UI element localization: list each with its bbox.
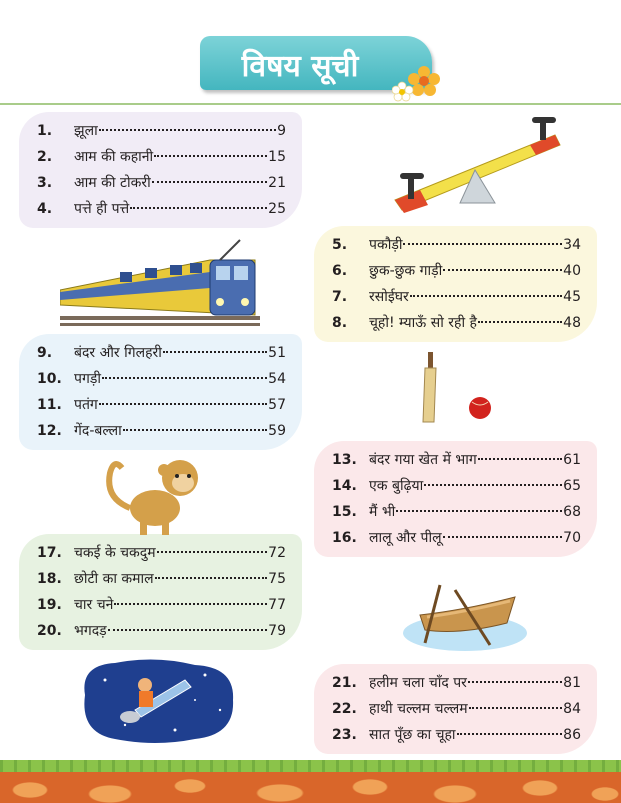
- entry-number: 7.: [332, 289, 348, 305]
- toc-entry[interactable]: [332, 310, 581, 336]
- entry-number: 18.: [37, 571, 62, 587]
- leader-dots: [130, 207, 267, 209]
- entry-number: 15.: [332, 504, 357, 520]
- entry-number: 17.: [37, 545, 62, 561]
- entry-number: 11.: [37, 397, 62, 413]
- entry-title: बंदर गया खेत में भाग: [369, 452, 477, 468]
- entry-title: हलीम चला चाँद पर: [369, 675, 467, 691]
- toc-entry[interactable]: [37, 618, 286, 644]
- toc-entry[interactable]: [332, 670, 581, 696]
- entry-page: 77: [268, 597, 286, 613]
- toc-entry[interactable]: [37, 366, 286, 392]
- entry-number: 1.: [37, 123, 53, 139]
- entry-title: पगड़ी: [74, 371, 101, 387]
- entry-number: 2.: [37, 149, 53, 165]
- entry-page: 51: [268, 345, 286, 361]
- entry-number: 10.: [37, 371, 62, 387]
- entry-number: 13.: [332, 452, 357, 468]
- page-title: विषय सूची: [241, 49, 359, 84]
- toc-block-4: [332, 447, 581, 551]
- toc-entry[interactable]: [332, 722, 581, 748]
- leader-dots: [152, 181, 267, 183]
- entry-page: 72: [268, 545, 286, 561]
- toc-entry[interactable]: [37, 144, 286, 170]
- leader-dots: [154, 155, 267, 157]
- toc-entry[interactable]: [332, 525, 581, 551]
- entry-page: 57: [268, 397, 286, 413]
- entry-title: रसोईघर: [369, 289, 409, 305]
- entry-page: 40: [563, 263, 581, 279]
- entry-title: झूला: [74, 123, 98, 139]
- entry-title: सात पूँछ का चूहा: [369, 727, 456, 743]
- entry-number: 23.: [332, 727, 357, 743]
- entry-page: 45: [563, 289, 581, 305]
- leader-dots: [114, 603, 267, 605]
- toc-block-5: [37, 540, 286, 644]
- entry-page: 61: [563, 452, 581, 468]
- toc-block-2: [332, 232, 581, 336]
- leader-dots: [478, 321, 562, 323]
- entry-page: 79: [268, 623, 286, 639]
- entry-page: 65: [563, 478, 581, 494]
- leader-dots: [108, 629, 268, 631]
- boat-icon: [395, 575, 535, 655]
- entry-number: 19.: [37, 597, 62, 613]
- entry-page: 15: [268, 149, 286, 165]
- entry-title: मैं भी: [369, 504, 396, 520]
- entry-title: चूहो! म्याऊँ सो रही है: [369, 315, 477, 331]
- leader-dots: [469, 707, 563, 709]
- entry-number: 6.: [332, 263, 348, 279]
- leader-dots: [99, 403, 267, 405]
- toc-entry[interactable]: [37, 340, 286, 366]
- toc-entry[interactable]: [332, 473, 581, 499]
- entry-title: हाथी चल्लम चल्लम: [369, 701, 468, 717]
- seesaw-icon: [380, 115, 580, 225]
- leader-dots: [403, 243, 562, 245]
- entry-number: 4.: [37, 201, 53, 217]
- entry-page: 48: [563, 315, 581, 331]
- entry-title: आम की टोकरी: [74, 175, 151, 191]
- entry-page: 75: [268, 571, 286, 587]
- entry-number: 9.: [37, 345, 53, 361]
- toc-entry[interactable]: [37, 118, 286, 144]
- leader-dots: [424, 484, 562, 486]
- toc-entry[interactable]: [332, 696, 581, 722]
- entry-page: 84: [563, 701, 581, 717]
- entry-page: 59: [268, 423, 286, 439]
- entry-number: 21.: [332, 675, 357, 691]
- entry-number: 20.: [37, 623, 62, 639]
- leader-dots: [468, 681, 562, 683]
- entry-page: 68: [563, 504, 581, 520]
- soil-stones: [0, 776, 621, 803]
- entry-title: एक बुढ़िया: [369, 478, 424, 494]
- entry-title: चकई के चकदुम: [74, 545, 156, 561]
- leader-dots: [396, 510, 562, 512]
- leader-dots: [99, 129, 276, 131]
- entry-page: 70: [563, 530, 581, 546]
- leader-dots: [443, 536, 563, 538]
- toc-block-1: [37, 118, 286, 222]
- toc-entry[interactable]: [37, 592, 286, 618]
- leader-dots: [102, 377, 267, 379]
- toc-entry[interactable]: [37, 196, 286, 222]
- entry-page: 34: [563, 237, 581, 253]
- entry-number: 22.: [332, 701, 357, 717]
- leader-dots: [478, 458, 562, 460]
- entry-title: पकौड़ी: [369, 237, 403, 253]
- leader-dots: [443, 269, 562, 271]
- entry-title: गेंद-बल्ला: [74, 423, 122, 439]
- toc-entry[interactable]: [37, 392, 286, 418]
- toc-block-3: [37, 340, 286, 444]
- entry-title: पत्ते ही पत्ते: [74, 201, 130, 217]
- toc-block-6: [332, 670, 581, 748]
- entry-number: 5.: [332, 237, 348, 253]
- cricket-bat-ball-icon: [410, 350, 500, 430]
- toc-entry[interactable]: [332, 499, 581, 525]
- space-boy-icon: [75, 655, 240, 745]
- entry-title: छुक-छुक गाड़ी: [369, 263, 443, 279]
- toc-entry[interactable]: [332, 232, 581, 258]
- toc-entry[interactable]: [332, 258, 581, 284]
- entry-number: 12.: [37, 423, 62, 439]
- toc-entry[interactable]: [37, 170, 286, 196]
- leader-dots: [123, 429, 267, 431]
- toc-entry[interactable]: [37, 540, 286, 566]
- entry-number: 8.: [332, 315, 348, 331]
- toc-entry[interactable]: [332, 284, 581, 310]
- grass-texture: [0, 760, 621, 772]
- entry-title: छोटी का कमाल: [74, 571, 154, 587]
- entry-page: 21: [268, 175, 286, 191]
- entry-number: 3.: [37, 175, 53, 191]
- entry-page: 86: [563, 727, 581, 743]
- flower-icon: [392, 62, 442, 104]
- entry-title: आम की कहानी: [74, 149, 154, 165]
- entry-page: 25: [268, 201, 286, 217]
- entry-title: बंदर और गिलहरी: [74, 345, 162, 361]
- leader-dots: [410, 295, 562, 297]
- leader-dots: [457, 733, 563, 735]
- entry-page: 54: [268, 371, 286, 387]
- entry-title: चार चने: [74, 597, 114, 613]
- leader-dots: [163, 351, 267, 353]
- entry-number: 14.: [332, 478, 357, 494]
- title-rule: [0, 103, 621, 105]
- entry-title: पतंग: [74, 397, 98, 413]
- entry-title: भगदड़: [74, 623, 107, 639]
- leader-dots: [157, 551, 268, 553]
- entry-page: 9: [277, 123, 286, 139]
- train-icon: [60, 230, 260, 330]
- toc-entry[interactable]: [332, 447, 581, 473]
- toc-entry[interactable]: [37, 566, 286, 592]
- entry-page: 81: [563, 675, 581, 691]
- leader-dots: [155, 577, 268, 579]
- entry-title: लालू और पीलू: [369, 530, 442, 546]
- toc-entry[interactable]: [37, 418, 286, 444]
- monkey-icon: [100, 448, 210, 538]
- entry-number: 16.: [332, 530, 357, 546]
